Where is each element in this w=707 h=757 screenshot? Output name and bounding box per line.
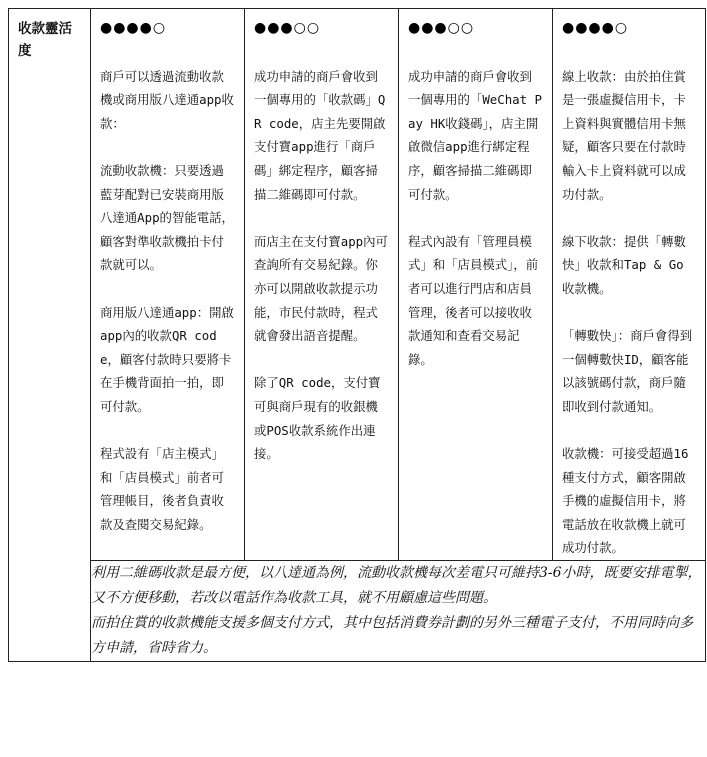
column-paragraph: 線上收款：由於拍住賞是一張虛擬信用卡，卡上資料與實體信用卡無疑，顧客只要在付款時輸入卡上資料就可以成功付款。: [562, 68, 686, 202]
column-paragraph: 商戶可以透過流動收款機或商用版八達通app收款：: [100, 68, 234, 131]
column-octopus: [91, 9, 245, 561]
note-line-2: 而拍住賞的收款機能支援多個支付方式，其中包括消費券計劃的另外三種電子支付，不用同時向多方申請，省時省力。: [91, 615, 693, 657]
column-paragraph: 而店主在支付寶app內可查詢所有交易紀錄。你亦可以開啟收款提示功能，市民付款時，程式就會發出語音提醒。: [254, 233, 388, 344]
column-paragraph: 除了QR code，支付寶可與商戶現有的收銀機或POS收款系統作出連接。: [254, 375, 381, 462]
column-paragraph: 程式設有「店主模式」和「店員模式」前者可管理帳目，後者負責收款及查閱交易紀錄。: [100, 446, 224, 532]
note-line-1: 利用二維碼收款是最方便，以八達通為例，流動收款機每次差電只可維持3-6小時，既要安排電掣，又不方便移動，若改以電話作為收款工具，就不用顧慮這些問題。: [91, 565, 702, 607]
column-paragraph: 成功申請的商戶會收到一個專用的「WeChat Pay HK收錢碼」，店主開啟微信app進行綁定程序，顧客掃描二維碼即可付款。: [408, 68, 543, 202]
note-cell: [91, 561, 706, 662]
comparison-table: [8, 8, 706, 662]
row-label: 收款靈活度: [18, 21, 72, 59]
column-paragraph: 程式內設有「管理員模式」和「店員模式」，前者可以進行門店和店員管理，後者可以接收收款通知和查看交易記錄。: [408, 233, 539, 367]
rating-stars: ●●●●○: [100, 20, 167, 36]
column-paragraph: 線下收款：提供「轉數快」收款和Tap & Go 收款機。: [562, 233, 686, 296]
column-paragraph: 商用版八達通app：開啟app內的收款QR code，顧客付款時只要將卡在手機背面拍一拍，即可付款。: [100, 304, 234, 414]
rating-stars: ●●●○○: [408, 20, 475, 36]
column-paragraph: 成功申請的商戶會收到一個專用的「收款碼」QR code，店主先要開啟支付寶app進行「商戶碼」綁定程序，顧客掃描二維碼即可付款。: [254, 68, 386, 202]
column-alipay: [245, 9, 399, 561]
column-wechat-pay: [399, 9, 553, 561]
note-row: [9, 561, 706, 662]
rating-stars: ●●●○○: [254, 20, 321, 36]
column-paragraph: 「轉數快」：商戶會得到一個轉數快ID，顧客能以該號碼付款，商戶隨即收到付款通知。: [562, 328, 693, 414]
column-tap-and-go: [553, 9, 706, 561]
column-paragraph: 收款機：可接受超過16種支付方式，顧客開啟手機的虛擬信用卡，將電話放在收款機上就可成功付款。: [562, 446, 689, 556]
row-label-cell: [9, 9, 91, 662]
column-paragraph: 流動收款機：只要透過藍芽配對已安裝商用版八達通App的智能電話，顧客對準收款機拍卡付款就可以。: [100, 162, 234, 273]
rating-stars: ●●●●○: [562, 20, 629, 36]
flexibility-row: [9, 9, 706, 561]
